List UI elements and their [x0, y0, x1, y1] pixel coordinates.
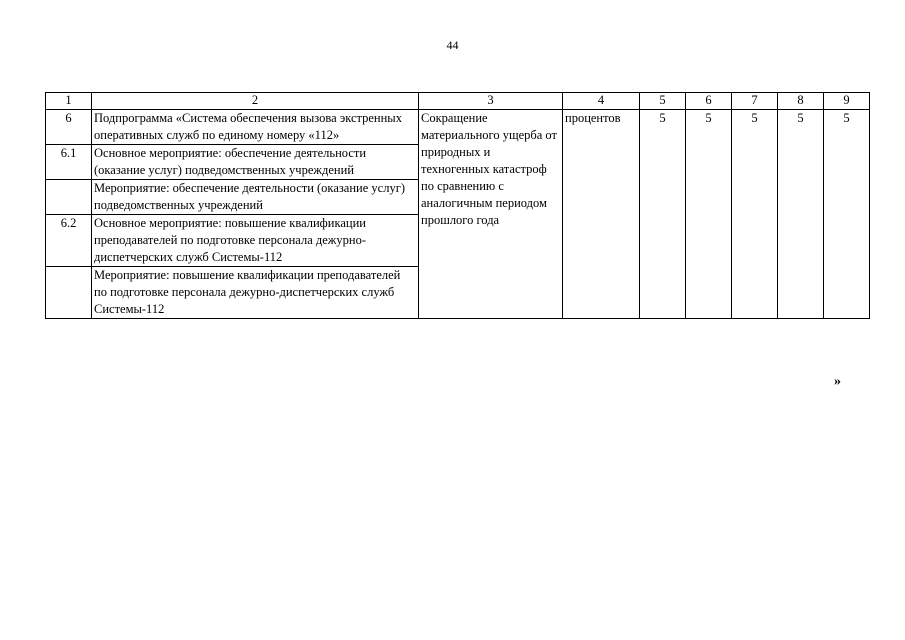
program-table	[45, 92, 870, 319]
header-cell: 5	[640, 93, 686, 110]
header-cell: 3	[419, 93, 563, 110]
row-number	[46, 267, 92, 319]
unit-cell: процентов	[563, 110, 640, 319]
header-cell: 6	[686, 93, 732, 110]
row-name: Основное мероприятие: повышение квалификации преподавателей по подготовке персонала дежурно-диспетчерских служб Системы-112	[92, 215, 419, 267]
row-name: Мероприятие: повышение квалификации преподавателей по подготовке персонала дежурно-диспетчерских служб Системы-112	[92, 267, 419, 319]
header-cell: 9	[824, 93, 870, 110]
value-cell: 5	[732, 110, 778, 319]
row-number: 6.2	[46, 215, 92, 267]
header-cell: 8	[778, 93, 824, 110]
header-cell: 7	[732, 93, 778, 110]
row-number: 6	[46, 110, 92, 145]
value-cell: 5	[824, 110, 870, 319]
closing-quote-mark: »	[834, 374, 841, 389]
value-cell: 5	[686, 110, 732, 319]
row-name: Подпрограмма «Система обеспечения вызова экстренных оперативных служб по единому номеру «112»	[92, 110, 419, 145]
header-cell: 2	[92, 93, 419, 110]
row-name: Основное мероприятие: обеспечение деятельности (оказание услуг) подведомственных учреждений	[92, 145, 419, 180]
value-cell: 5	[778, 110, 824, 319]
table-header-row	[46, 93, 870, 110]
row-number	[46, 180, 92, 215]
table-row	[46, 110, 870, 145]
header-cell: 1	[46, 93, 92, 110]
row-name: Мероприятие: обеспечение деятельности (оказание услуг) подведомственных учреждений	[92, 180, 419, 215]
indicator-cell: Сокращение материального ущерба от природных и техногенных катастроф по сравнению с аналогичным периодом прошлого года	[419, 110, 563, 319]
header-cell: 4	[563, 93, 640, 110]
value-cell: 5	[640, 110, 686, 319]
row-number: 6.1	[46, 145, 92, 180]
page-number: 44	[446, 38, 459, 52]
